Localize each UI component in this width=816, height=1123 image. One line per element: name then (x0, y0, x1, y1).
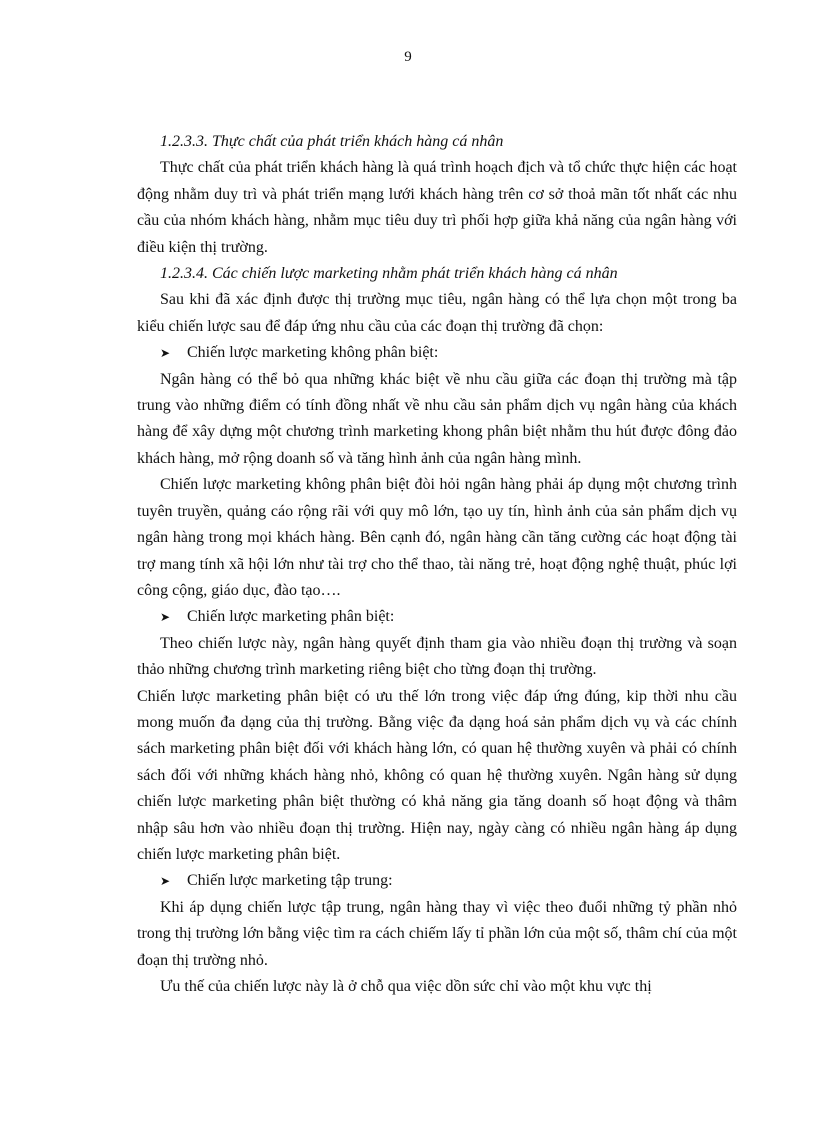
bullet-item (137, 868, 737, 894)
arrow-right-icon: ➤ (160, 874, 171, 889)
bullet-item (137, 340, 737, 366)
page-body (137, 129, 737, 1000)
bullet-text: Chiến lược marketing không phân biệt: (187, 344, 439, 362)
section-heading-1-2-3-4: 1.2.3.4. Các chiến lược marketing nhằm phát triển khách hàng cá nhân (160, 265, 618, 283)
paragraph: Thực chất của phát triển khách hàng là quá trình hoạch địch và tổ chức thực hiện các hoạt động nhằm duy trì và phát triển mạng lưới khách hàng trên cơ sở thoả mãn tốt nhất các nhu cầu của nhóm khách hàng, nhằm mục tiêu duy trì phối hợp giữa khả năng của ngân hàng với điều kiện thị trường. (137, 159, 737, 256)
paragraph: Ưu thế của chiến lược này là ở chỗ qua việc dồn sức chỉ vào một khu vực thị (160, 978, 652, 995)
paragraph: Sau khi đã xác định được thị trường mục tiêu, ngân hàng có thể lựa chọn một trong ba kiểu chiến lược sau để đáp ứng nhu cầu của các đoạn thị trường đã chọn: (137, 291, 737, 335)
arrow-right-icon: ➤ (160, 610, 171, 625)
page-number: 9 (404, 49, 412, 65)
bullet-text: Chiến lược marketing phân biệt: (187, 608, 395, 626)
section-heading-1-2-3-3: 1.2.3.3. Thực chất của phát triển khách hàng cá nhân (160, 133, 504, 150)
paragraph: Ngân hàng có thể bỏ qua những khác biệt về nhu cầu giữa các đoạn thị trường mà tập trung vào những điểm có tính đồng nhất về nhu cầu sản phẩm dịch vụ ngân hàng của khách hàng để xây dựng một chương trình marketing khong phân biệt nhằm thu hút được đông đảo khách hàng, mở rộng doanh số và tăng hình ảnh của ngân hàng mình. (137, 370, 737, 467)
bullet-item (137, 604, 737, 630)
arrow-right-icon: ➤ (160, 346, 171, 361)
bullet-text: Chiến lược marketing tập trung: (187, 872, 393, 890)
paragraph: Chiến lược marketing không phân biệt đòi hỏi ngân hàng phải áp dụng một chương trình tuyên truyền, quảng cáo rộng rãi với quy mô lớn, tạo uy tín, hình ảnh của sản phẩm dịch vụ ngân hàng trong mọi khách hàng. Bên cạnh đó, ngân hàng cần tăng cường các hoạt động tài trợ mang tính xã hội lớn như tài trợ cho thể thao, tài năng trẻ, hoạt động nghệ thuật, phúc lợi công cộng, giáo dục, đào tạo…. (137, 476, 737, 599)
paragraph: Khi áp dụng chiến lược tập trung, ngân hàng thay vì việc theo đuổi những tỷ phần nhỏ trong thị trường lớn bằng việc tìm ra cách chiếm lấy tỉ phần lớn của một số, thâm chí của một đoạn thị trường nhỏ. (137, 898, 737, 969)
paragraph: Theo chiến lược này, ngân hàng quyết định tham gia vào nhiều đoạn thị trường và soạn thảo những chương trình marketing riêng biệt cho từng đoạn thị trường. (137, 634, 737, 679)
paragraph: Chiến lược marketing phân biệt có ưu thế lớn trong việc đáp ứng đúng, kip thời nhu cầu mong muốn đa dạng của thị trường. Bằng việc đa dạng hoá sản phẩm dịch vụ và các chính sách marketing phân biệt đối với khách hàng lớn, có quan hệ thường xuyên và phải có chính sách đối với những khách hàng nhỏ, không có quan hệ thường xuyên. Ngân hàng sử dụng chiến lược marketing phân biệt thường có khả năng gia tăng doanh số hoạt động và thâm nhập sâu hơn vào nhiều đoạn thị trường. Hiện nay, ngày càng có nhiều ngân hàng áp dụng chiến lược marketing phân biệt. (137, 687, 737, 863)
